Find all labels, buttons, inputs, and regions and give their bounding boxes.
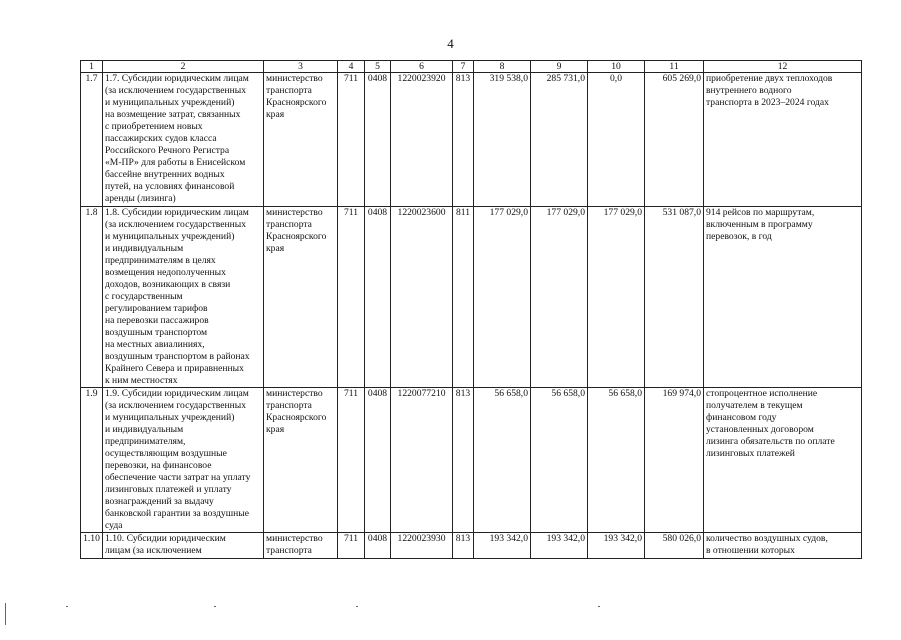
- scan-artifact: [356, 606, 358, 607]
- measure-name: 1.10. Субсидии юридическим лицам (за исключением: [103, 533, 264, 559]
- responsible-ministry: министерство транспорта Красноярского края: [264, 207, 338, 388]
- scan-artifact: [214, 606, 216, 607]
- code-section: 0408: [365, 207, 391, 388]
- amount-total: 169 974,0: [645, 388, 704, 533]
- amount-year-2: 56 658,0: [531, 388, 588, 533]
- expected-result: стопроцентное исполнение получателем в текущем финансовом году установленных договором лизинга обязательств по оплате лизинговых платежей: [704, 388, 862, 533]
- column-header: 12: [704, 61, 862, 73]
- code-target: 1220023930: [391, 533, 453, 559]
- amount-year-3: 56 658,0: [588, 388, 645, 533]
- column-header: 6: [391, 61, 453, 73]
- code-target: 1220023920: [391, 73, 453, 207]
- measure-name: 1.8. Субсидии юридическим лицам (за исключением государственных и муниципальных учреждений) и индивидуальным предпринимателям в целях возмещения недополученных доходов, возникающих в связи с государственным регулированием тарифов на перевозки пассажиров воздушным транспортом на местных авиалиниях, воздушным транспортом в районах Крайнего Севера и приравненных к ним местностях: [103, 207, 264, 388]
- column-header: 4: [338, 61, 365, 73]
- amount-year-3: 193 342,0: [588, 533, 645, 559]
- column-header: 5: [365, 61, 391, 73]
- code-gr: 711: [338, 207, 365, 388]
- responsible-ministry: министерство транспорта Красноярского края: [264, 73, 338, 207]
- code-type: 813: [453, 73, 474, 207]
- row-number: 1.9: [81, 388, 103, 533]
- code-section: 0408: [365, 533, 391, 559]
- column-header: 1: [81, 61, 103, 73]
- amount-year-1: 193 342,0: [474, 533, 531, 559]
- code-type: 813: [453, 388, 474, 533]
- amount-year-2: 193 342,0: [531, 533, 588, 559]
- amount-year-1: 177 029,0: [474, 207, 531, 388]
- column-header: 7: [453, 61, 474, 73]
- code-type: 811: [453, 207, 474, 388]
- code-target: 1220077210: [391, 388, 453, 533]
- code-gr: 711: [338, 73, 365, 207]
- table-row: [81, 73, 862, 207]
- column-header: 3: [264, 61, 338, 73]
- column-header: 2: [103, 61, 264, 73]
- budget-table: [80, 60, 862, 559]
- amount-total: 531 087,0: [645, 207, 704, 388]
- column-header: 9: [531, 61, 588, 73]
- responsible-ministry: министерство транспорта: [264, 533, 338, 559]
- table-header-row: [81, 61, 862, 73]
- row-number: 1.7: [81, 73, 103, 207]
- responsible-ministry: министерство транспорта Красноярского края: [264, 388, 338, 533]
- row-number: 1.8: [81, 207, 103, 388]
- measure-name: 1.7. Субсидии юридическим лицам (за исключением государственных и муниципальных учреждений) на возмещение затрат, связанных с приобретением новых пассажирских судов класса Российского Речного Регистра «М-ПР» для работы в Енисейском бассейне внутренних водных путей, на условиях финансовой аренды (лизинга): [103, 73, 264, 207]
- table-row: [81, 207, 862, 388]
- column-header: 11: [645, 61, 704, 73]
- amount-year-1: 319 538,0: [474, 73, 531, 207]
- amount-year-1: 56 658,0: [474, 388, 531, 533]
- page-number: 4: [447, 36, 454, 51]
- code-gr: 711: [338, 533, 365, 559]
- code-section: 0408: [365, 73, 391, 207]
- table-row: [81, 533, 862, 559]
- amount-total: 605 269,0: [645, 73, 704, 207]
- expected-result: 914 рейсов по маршрутам, включенным в программу перевозок, в год: [704, 207, 862, 388]
- code-section: 0408: [365, 388, 391, 533]
- amount-year-3: 177 029,0: [588, 207, 645, 388]
- column-header: 8: [474, 61, 531, 73]
- expected-result: количество воздушных судов, в отношении которых: [704, 533, 862, 559]
- table-row: [81, 388, 862, 533]
- code-type: 813: [453, 533, 474, 559]
- amount-year-2: 177 029,0: [531, 207, 588, 388]
- row-number: 1.10: [81, 533, 103, 559]
- amount-total: 580 026,0: [645, 533, 704, 559]
- measure-name: 1.9. Субсидии юридическим лицам (за исключением государственных и муниципальных учреждений) и индивидуальным предпринимателям, осуществляющим воздушные перевозки, на финансовое обеспечение части затрат на уплату лизинговых платежей и уплату вознаграждений за выдачу банковской гарантии за воздушные суда: [103, 388, 264, 533]
- column-header: 10: [588, 61, 645, 73]
- scan-artifact: [598, 606, 600, 607]
- scan-artifact: [5, 603, 6, 625]
- expected-result: приобретение двух теплоходов внутреннего водного транспорта в 2023–2024 годах: [704, 73, 862, 207]
- scan-artifact: [66, 606, 68, 607]
- code-gr: 711: [338, 388, 365, 533]
- amount-year-2: 285 731,0: [531, 73, 588, 207]
- code-target: 1220023600: [391, 207, 453, 388]
- amount-year-3: 0,0: [588, 73, 645, 207]
